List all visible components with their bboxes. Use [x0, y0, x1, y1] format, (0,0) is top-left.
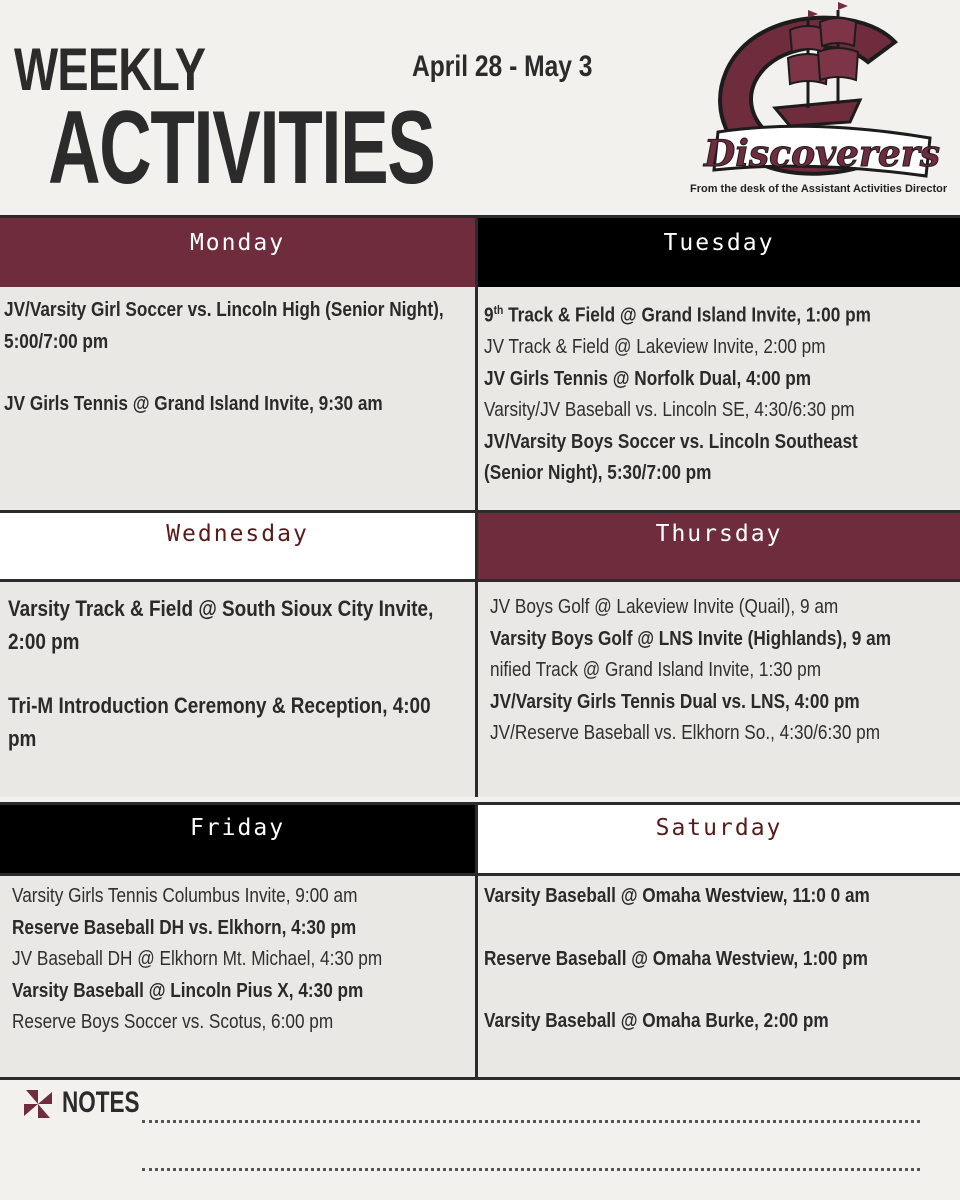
event-item: Varsity Track & Field @ South Sioux City Invite, 2:00 pm	[8, 596, 434, 654]
divider	[475, 215, 478, 797]
notes-label: NOTES	[62, 1086, 140, 1119]
event-item: Varsity Baseball @ Omaha Burke, 2:00 pm	[484, 1010, 829, 1032]
event-item: JV/Varsity Girls Tennis Dual vs. LNS, 4:00 pm	[490, 690, 860, 713]
event-item: JV Girls Tennis @ Grand Island Invite, 9:30 am	[4, 393, 383, 415]
divider	[0, 873, 960, 876]
divider	[0, 579, 960, 582]
day-events-wednesday	[0, 582, 475, 797]
from-desk-caption: From the desk of the Assistant Activities Director	[690, 183, 948, 195]
day-header-wednesday	[0, 513, 475, 579]
event-item: Reserve Baseball DH vs. Elkhorn, 4:30 pm	[12, 916, 357, 939]
event-item: JV/Varsity Girl Soccer vs. Lincoln High (Senior Night), 5:00/7:00 pm	[4, 299, 444, 353]
day-label: Wednesday	[166, 521, 309, 547]
event-item: Varsity Baseball @ Lincoln Pius X, 4:30 pm	[12, 979, 364, 1002]
event-item: JV Baseball DH @ Elkhorn Mt. Michael, 4:30 pm	[12, 948, 383, 970]
day-label: Friday	[189, 815, 286, 841]
event-item: JV/Reserve Baseball vs. Elkhorn So., 4:30/6:30 pm	[490, 722, 881, 744]
event-item: Varsity Boys Golf @ LNS Invite (Highlands), 9 am	[490, 627, 892, 650]
day-label: Monday	[189, 230, 286, 256]
event-item: Varsity Baseball @ Omaha Westview, 11:0 0 am	[484, 885, 870, 907]
title-activities: ACTIVITIES	[48, 90, 435, 206]
event-item: 9th Track & Field @ Grand Island Invite, 1:00 pm	[484, 303, 871, 327]
day-events-saturday	[478, 876, 960, 1077]
divider	[0, 215, 960, 218]
pinwheel-icon	[22, 1088, 54, 1120]
day-events-monday	[0, 287, 475, 510]
event-item: nified Track @ Grand Island Invite, 1:30 pm	[490, 659, 822, 681]
event-item: Reserve Boys Soccer vs. Scotus, 6:00 pm	[12, 1011, 334, 1033]
title-weekly: WEEKLY	[14, 36, 206, 103]
divider	[0, 1077, 960, 1080]
divider	[475, 802, 478, 1080]
date-range: April 28 - May 3	[412, 50, 593, 83]
notes-line[interactable]	[142, 1168, 920, 1171]
day-header-thursday	[478, 513, 960, 579]
day-header-saturday	[478, 805, 960, 873]
day-label: Saturday	[655, 815, 783, 841]
day-header-friday	[0, 805, 475, 873]
event-item: Tri-M Introduction Ceremony & Reception, 4:00 pm	[8, 693, 431, 751]
divider	[0, 802, 960, 805]
event-item: JV Girls Tennis @ Norfolk Dual, 4:00 pm	[484, 367, 812, 390]
event-item: Reserve Baseball @ Omaha Westview, 1:00 pm	[484, 947, 868, 970]
event-item: JV Track & Field @ Lakeview Invite, 2:00 pm	[484, 336, 826, 359]
day-label: Thursday	[655, 521, 783, 547]
weekly-schedule-grid	[0, 215, 960, 1080]
day-events-friday	[0, 876, 475, 1077]
event-item: Varsity/JV Baseball vs. Lincoln SE, 4:30/6:30 pm	[484, 399, 855, 422]
svg-text:Discoverers: Discoverers	[703, 133, 940, 175]
discoverers-logo	[690, 0, 940, 185]
event-item: (Senior Night), 5:30/7:00 pm	[484, 462, 712, 485]
event-item: JV/Varsity Boys Soccer vs. Lincoln Southeast	[484, 430, 858, 453]
day-events-thursday	[478, 582, 960, 797]
day-header-monday	[0, 218, 475, 287]
event-item: Varsity Girls Tennis Columbus Invite, 9:00 am	[12, 885, 358, 907]
divider	[0, 510, 960, 513]
day-events-tuesday	[478, 287, 960, 510]
day-header-tuesday	[478, 218, 960, 287]
day-label: Tuesday	[663, 230, 775, 256]
notes-line[interactable]	[142, 1120, 920, 1123]
event-item: JV Boys Golf @ Lakeview Invite (Quail), 9 am	[490, 596, 839, 618]
